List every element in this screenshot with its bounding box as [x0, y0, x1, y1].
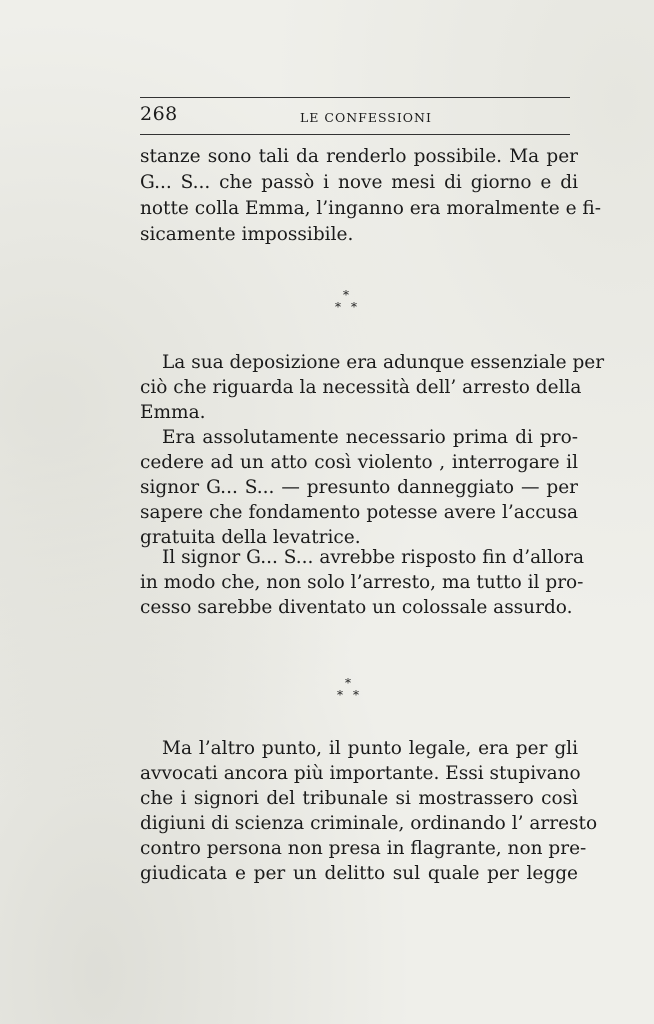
text-line: sapere che fondamento potesse avere l’accusa: [140, 502, 578, 523]
text-line: cesso sarebbe diventato un colossale assurdo.: [140, 597, 573, 618]
text-line: Era assolutamente necessario prima di pro-: [162, 427, 578, 448]
text-line: Ma l’altro punto, il punto legale, era per gli: [162, 738, 578, 759]
text-line: stanze sono tali da renderlo possibile. Ma per: [140, 146, 578, 167]
text-line: giudicata e per un delitto sul quale per legge: [140, 863, 578, 884]
text-line: cedere ad un atto così violento , interrogare il: [140, 452, 578, 473]
text-line: Il signor G... S... avrebbe risposto fin d’allora: [162, 547, 585, 568]
text-line: avvocati ancora più importante. Essi stupivano: [140, 763, 581, 784]
running-title: LE CONFESSIONI: [300, 110, 432, 125]
text-line: in modo che, non solo l’arresto, ma tutto il pro-: [140, 572, 584, 593]
text-line: digiuni di scienza criminale, ordinando l’ arresto: [140, 813, 598, 834]
asterisk-icon: *: [343, 288, 349, 302]
text-line: gratuita della levatrice.: [140, 527, 361, 548]
text-line: Emma.: [140, 402, 206, 423]
text-line: che i signori del tribunale si mostrassero così: [140, 788, 578, 809]
page-number: 268: [140, 103, 178, 125]
text-line: notte colla Emma, l’inganno era moralmente e fi-: [140, 198, 601, 219]
section-asterism: [336, 676, 376, 706]
section-asterism: [334, 288, 374, 318]
header-rule-top: [140, 97, 570, 98]
text-line: ciò che riguarda la necessità dell’ arresto della: [140, 377, 582, 398]
asterisk-icon: *: [337, 688, 343, 702]
text-line: G... S... che passò i nove mesi di giorno e di: [140, 172, 578, 193]
asterisk-icon: *: [345, 676, 351, 690]
asterisk-icon: *: [353, 688, 359, 702]
text-line: sicamente impossibile.: [140, 224, 354, 245]
asterisk-icon: *: [351, 300, 357, 314]
text-line: signor G... S... — presunto danneggiato — per: [140, 477, 578, 498]
asterisk-icon: *: [335, 300, 341, 314]
header-rule-bottom: [140, 134, 570, 135]
text-line: La sua deposizione era adunque essenziale per: [162, 352, 605, 373]
text-line: contro persona non presa in flagrante, non pre-: [140, 838, 587, 859]
